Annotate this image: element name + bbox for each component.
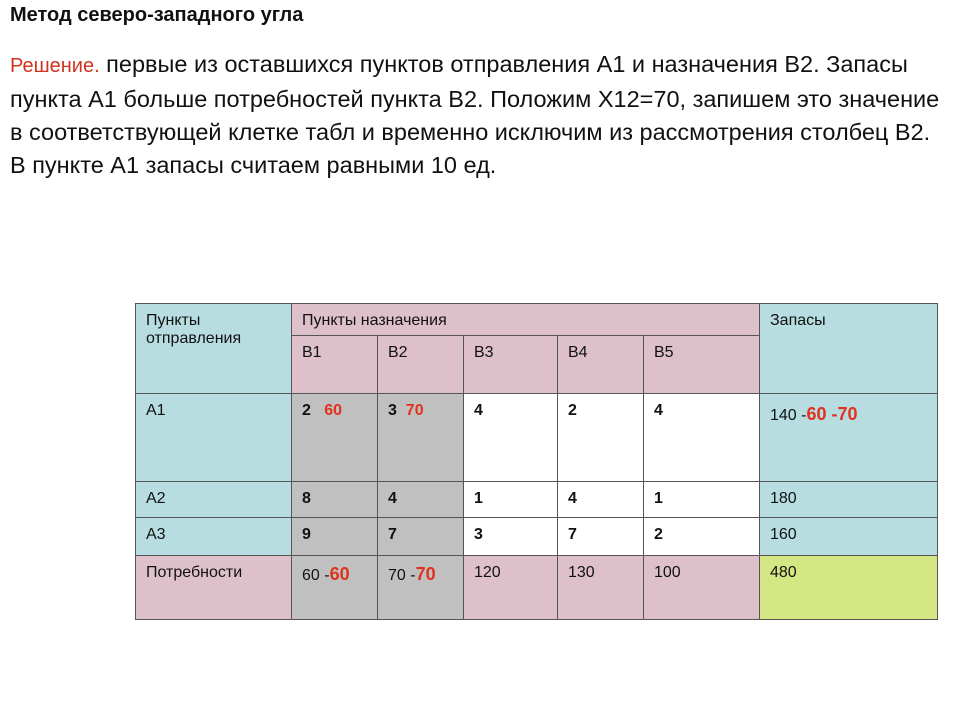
supply-header: Запасы — [770, 312, 826, 329]
col-header-b5: B5 — [644, 336, 760, 394]
supply-a3: 160 — [760, 518, 938, 556]
cell-a2-b1: 8 — [292, 482, 378, 518]
supply-a1 — [760, 394, 938, 482]
col-header-b4: B4 — [558, 336, 644, 394]
supply-base: 140 - — [770, 407, 807, 424]
cell-a1-b3: 4 — [464, 394, 558, 482]
demand-b3: 120 — [464, 556, 558, 620]
total-cell — [760, 556, 938, 620]
transport-table — [135, 303, 938, 620]
row-label-a1: А1 — [136, 394, 292, 482]
solution-text: первые из оставшихся пунктов отправления А1 и назначения В2. Запасы пункта А1 больше потребностей пункта В2. Положим Х12=70, запишем это значение в соответствующей клетке табл и временно исключим из рассмотрения столбец В2. В пункте А1 запасы считаем равными 10 ед. — [10, 51, 940, 178]
demand-b2: 70 -70 — [378, 556, 464, 620]
col-header-b2: B2 — [378, 336, 464, 394]
cell-a1-b2 — [378, 394, 464, 482]
cell-a3-b4: 7 — [558, 518, 644, 556]
origin-header: Пункты отправления — [146, 312, 242, 347]
table-row — [136, 394, 938, 482]
col-header-b1: B1 — [292, 336, 378, 394]
cost-value: 3 — [388, 402, 397, 419]
demand-b4: 130 — [558, 556, 644, 620]
table-row — [136, 482, 938, 518]
solution-lead: Решение. — [10, 55, 100, 77]
demand-row — [136, 556, 938, 620]
cell-a2-b5: 1 — [644, 482, 760, 518]
cell-a3-b2: 7 — [378, 518, 464, 556]
supply-deduction: 60 -70 — [806, 404, 858, 424]
demand-deduction: 70 — [415, 564, 436, 584]
page-title: Метод северо-западного угла — [10, 4, 304, 26]
allocation-value: 70 — [405, 402, 424, 419]
allocation-value: 60 — [324, 402, 343, 419]
origin-header-cell — [136, 304, 292, 394]
cell-a3-b5: 2 — [644, 518, 760, 556]
demand-deduction: 60 — [329, 564, 350, 584]
total-value: 480 — [770, 564, 797, 581]
cell-a3-b3: 3 — [464, 518, 558, 556]
row-label-a2: А2 — [136, 482, 292, 518]
cell-a2-b2: 4 — [378, 482, 464, 518]
table-row — [136, 518, 938, 556]
supply-header-cell — [760, 304, 938, 394]
cell-a2-b4: 4 — [558, 482, 644, 518]
cell-a1-b5: 4 — [644, 394, 760, 482]
dest-header-cell — [292, 304, 760, 336]
demand-b5: 100 — [644, 556, 760, 620]
cost-value: 2 — [302, 402, 311, 419]
row-label-a3: А3 — [136, 518, 292, 556]
dest-header: Пункты назначения — [302, 312, 447, 329]
solution-paragraph — [10, 48, 950, 182]
cell-a2-b3: 1 — [464, 482, 558, 518]
cell-a3-b1: 9 — [292, 518, 378, 556]
demand-label-cell — [136, 556, 292, 620]
demand-b1: 60 -60 — [292, 556, 378, 620]
col-header-b3: B3 — [464, 336, 558, 394]
cell-a1-b1 — [292, 394, 378, 482]
demand-label: Потребности — [146, 564, 243, 581]
supply-a2: 180 — [760, 482, 938, 518]
cell-a1-b4: 2 — [558, 394, 644, 482]
